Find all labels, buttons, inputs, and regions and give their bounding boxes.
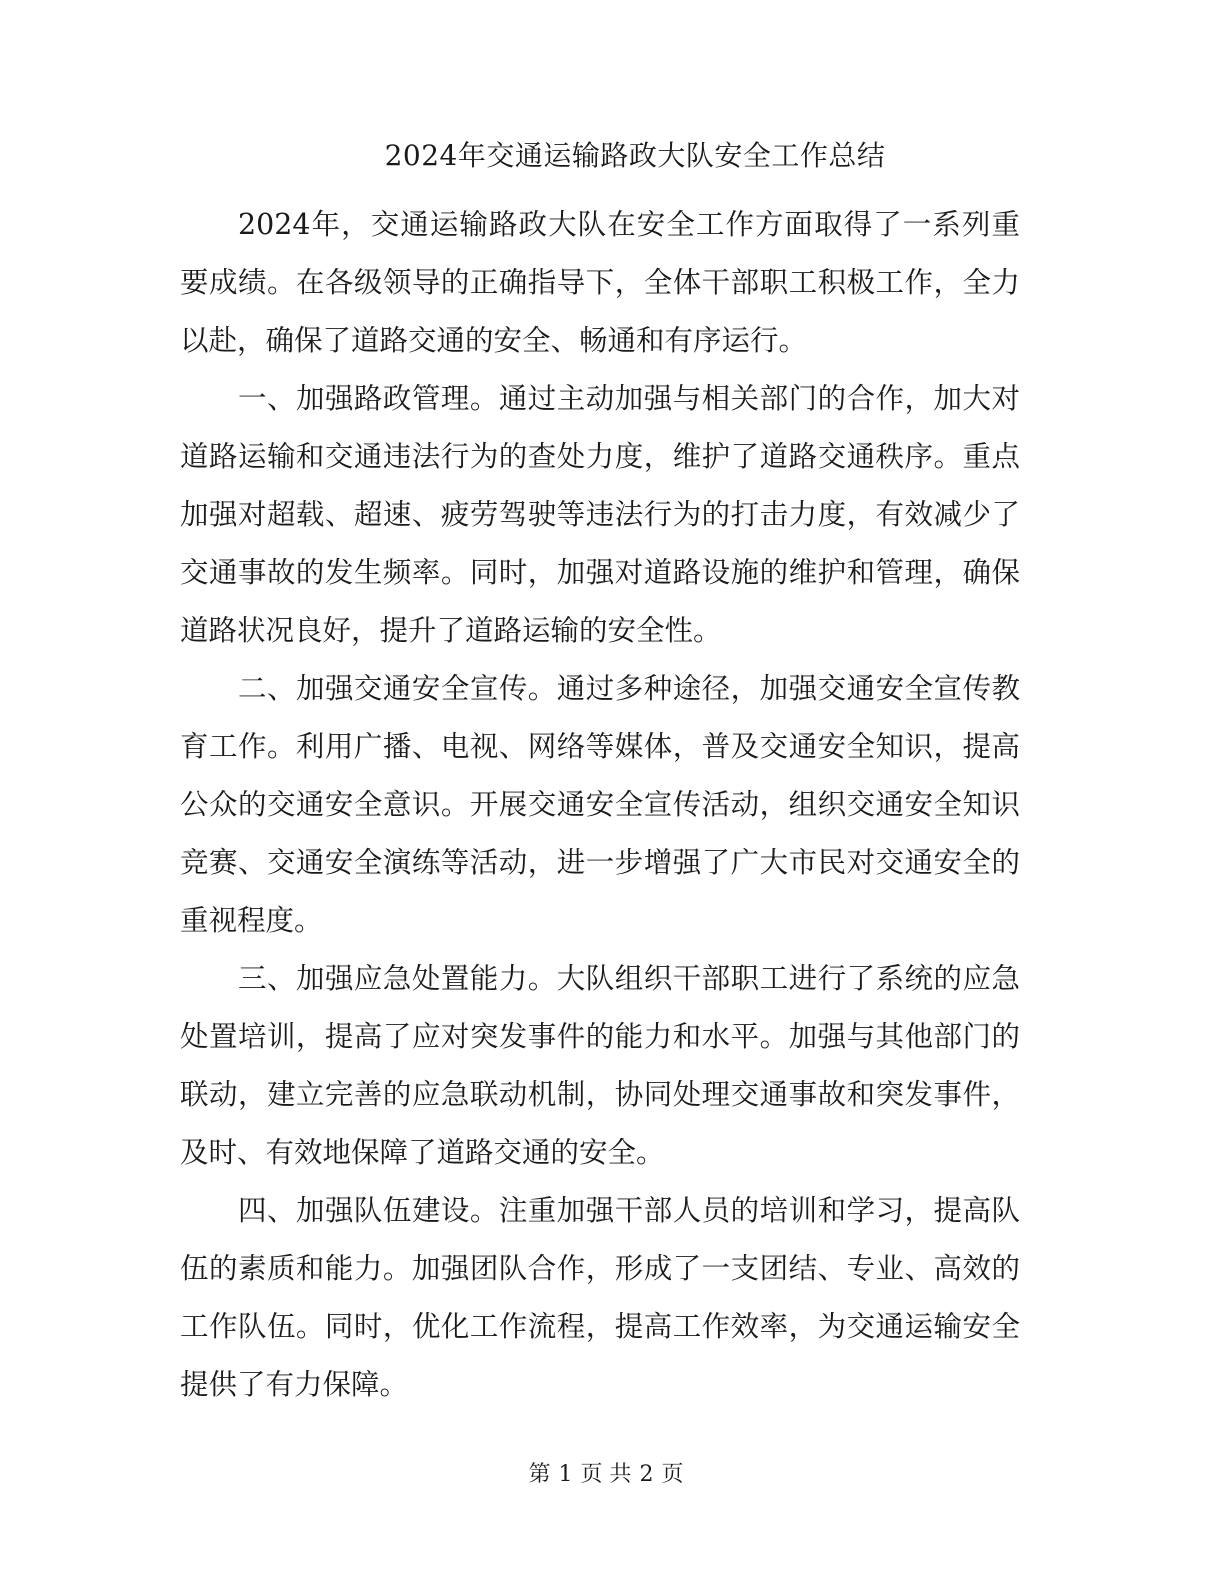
document-title: 2024年交通运输路政大队安全工作总结 (384, 139, 886, 172)
paragraph-emergency-response: 三、加强应急处置能力。大队组织干部职工进行了系统的应急处置培训，提高了应对突发事件的能力和水平。加强与其他部门的联动，建立完善的应急联动机制，协同处理交通事故和突发事件，及时、有效地保障了道路交通的安全。 (180, 962, 1020, 1169)
footer-current-page: 1 (558, 1462, 573, 1487)
footer-suffix: 页 (661, 1462, 684, 1487)
footer-prefix: 第 (528, 1462, 551, 1487)
footer-total-pages: 2 (639, 1462, 654, 1487)
document-body (180, 196, 1020, 1414)
paragraph-safety-publicity: 二、加强交通安全宣传。通过多种途径，加强交通安全宣传教育工作。利用广播、电视、网络等媒体，普及交通安全知识，提高公众的交通安全意识。开展交通安全宣传活动，组织交通安全知识竞赛、交通安全演练等活动，进一步增强了广大市民对交通安全的重视程度。 (180, 672, 1020, 937)
footer-mid: 页 共 (580, 1462, 632, 1487)
paragraph-road-management: 一、加强路政管理。通过主动加强与相关部门的合作，加大对道路运输和交通违法行为的查处力度，维护了道路交通秩序。重点加强对超载、超速、疲劳驾驶等违法行为的打击力度，有效减少了交通事故的发生频率。同时，加强对道路设施的维护和管理，确保道路状况良好，提升了道路运输的安全性。 (180, 382, 1020, 647)
page-footer (0, 1460, 1212, 1490)
paragraph-intro: 2024年，交通运输路政大队在安全工作方面取得了一系列重要成绩。在各级领导的正确指导下，全体干部职工积极工作，全力以赴，确保了道路交通的安全、畅通和有序运行。 (180, 208, 1020, 357)
paragraph-team-building: 四、加强队伍建设。注重加强干部人员的培训和学习，提高队伍的素质和能力。加强团队合作，形成了一支团结、专业、高效的工作队伍。同时，优化工作流程，提高工作效率，为交通运输安全提供了有力保障。 (180, 1194, 1020, 1401)
